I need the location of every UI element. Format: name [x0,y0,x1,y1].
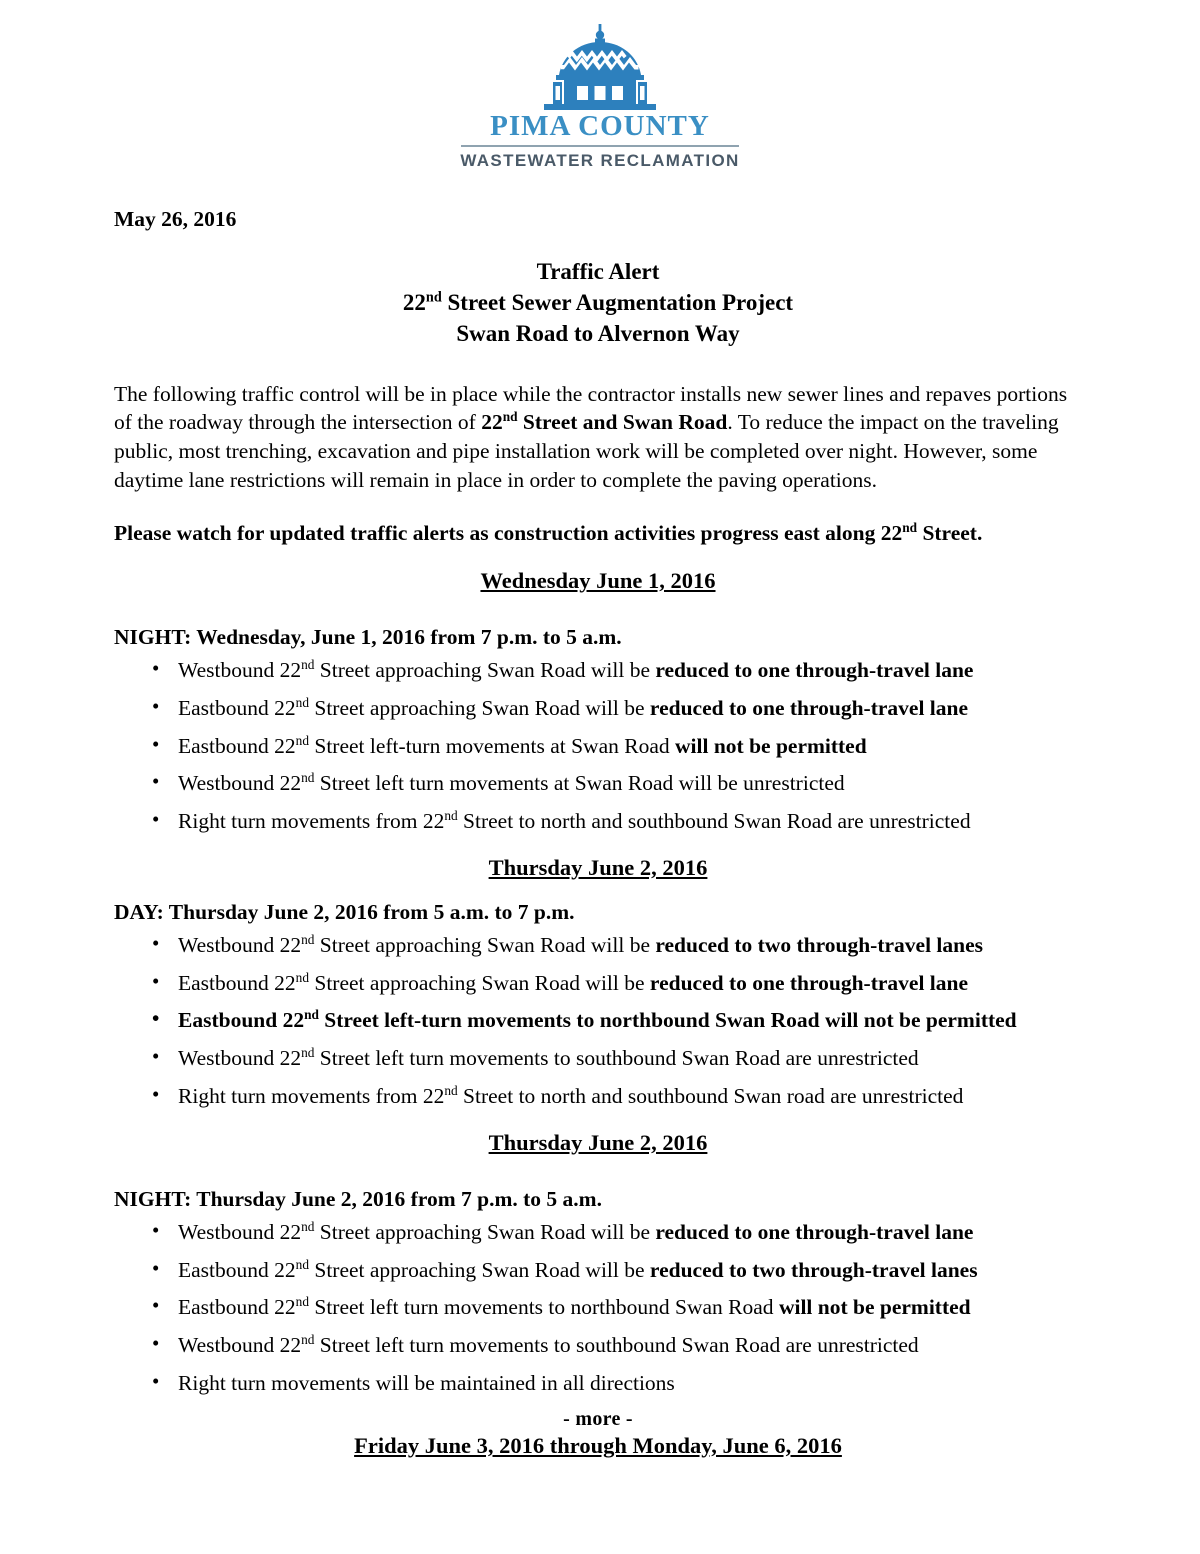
restriction-item: • Eastbound 22nd Street left-turn movements at Swan Road will not be permitted [114,732,1082,761]
ordinal-suffix: nd [301,769,315,785]
schedule-sections [114,570,1082,1397]
time-period-heading: DAY: Thursday June 2, 2016 from 5 a.m. to 7 p.m. [114,899,575,924]
intro-paragraph: The following traffic control will be in place while the contractor installs new sewer lines and repaves portions of the roadway through the intersection of 22nd Street and Swan Road. To reduce the impact on the traveling public, most trenching, excavation and pipe installation work will be completed over night. However, some daytime lane restrictions will remain in place in order to complete the paving operations. [114,381,1068,492]
ordinal-suffix: nd [295,1294,309,1310]
title-ordinal-suffix: nd [425,289,442,306]
time-period-heading: NIGHT: Wednesday, June 1, 2016 from 7 p.m. to 5 a.m. [114,624,622,649]
restriction-item: • Right turn movements from 22nd Street to north and southbound Swan Road are unrestricted [114,807,1082,836]
document-content [0,206,1200,1459]
day-heading: Thursday June 2, 2016 [488,1130,708,1156]
restriction-item: • Westbound 22nd Street left turn movements to southbound Swan Road are unrestricted [114,1331,1082,1360]
update-notice: Please watch for updated traffic alerts as construction activities progress east along 22nd Street. [114,520,983,546]
notice-ordinal-suffix: nd [902,520,918,536]
ordinal-suffix: nd [301,1044,315,1060]
restriction-list [114,656,1082,835]
restriction-item: • Westbound 22nd Street approaching Swan Road will be reduced to one through-travel lane [114,656,1082,685]
ordinal-suffix: nd [301,932,315,948]
ordinal-suffix: nd [444,1082,458,1098]
ordinal-suffix: nd [295,969,309,985]
title-line-3: Swan Road to Alvernon Way [456,320,740,346]
ordinal-suffix: nd [304,1007,319,1023]
day-heading: Thursday June 2, 2016 [488,855,708,881]
document-date: May 26, 2016 [114,206,237,231]
restriction-list [114,931,1082,1110]
ordinal-suffix: nd [301,657,315,673]
logo-divider-rule [461,145,739,147]
restriction-item: • Eastbound 22nd Street left-turn movements to northbound Swan Road will not be permitted [114,1006,1082,1035]
restriction-list [114,1218,1082,1397]
restriction-item: • Westbound 22nd Street left turn movements to southbound Swan Road are unrestricted [114,1044,1082,1073]
restriction-item: • Eastbound 22nd Street approaching Swan Road will be reduced to one through-travel lane [114,694,1082,723]
time-period-heading: NIGHT: Thursday June 2, 2016 from 7 p.m. to 5 a.m. [114,1186,602,1211]
restriction-item: • Eastbound 22nd Street left turn movements to northbound Swan Road will not be permitted [114,1293,1082,1322]
ordinal-suffix: nd [295,732,309,748]
footer-day-heading: Friday June 3, 2016 through Monday, June 6, 2016 [354,1433,842,1459]
logo-county-text: PIMA COUNTY [490,110,710,142]
ordinal-suffix: nd [444,807,458,823]
restriction-item: • Eastbound 22nd Street approaching Swan Road will be reduced to one through-travel lane [114,969,1082,998]
restriction-item: • Right turn movements from 22nd Street to north and southbound Swan road are unrestricted [114,1082,1082,1111]
ordinal-suffix: nd [295,694,309,710]
day-heading: Wednesday June 1, 2016 [480,568,716,594]
ordinal-suffix: nd [301,1219,315,1235]
restriction-item: • Eastbound 22nd Street approaching Swan Road will be reduced to two through-travel lanes [114,1256,1082,1285]
ordinal-suffix: nd [295,1256,309,1272]
restriction-item: • Westbound 22nd Street left turn movements at Swan Road will be unrestricted [114,769,1082,798]
title-line-2: 22nd Street Sewer Augmentation Project [402,289,794,315]
more-indicator: - more - [563,1408,633,1431]
restriction-item: • Right turn movements will be maintained in all directions [114,1369,1082,1398]
document-title [114,257,1082,349]
pima-county-logo [0,0,1200,171]
logo-department-text: WASTEWATER RECLAMATION [460,151,740,170]
intro-ordinal-suffix: nd [502,409,518,425]
restriction-item: • Westbound 22nd Street approaching Swan Road will be reduced to two through-travel lanes [114,931,1082,960]
capitol-dome-icon [534,22,666,114]
restriction-item: • Westbound 22nd Street approaching Swan Road will be reduced to one through-travel lane [114,1218,1082,1247]
ordinal-suffix: nd [301,1331,315,1347]
title-line-1: Traffic Alert [536,259,660,285]
